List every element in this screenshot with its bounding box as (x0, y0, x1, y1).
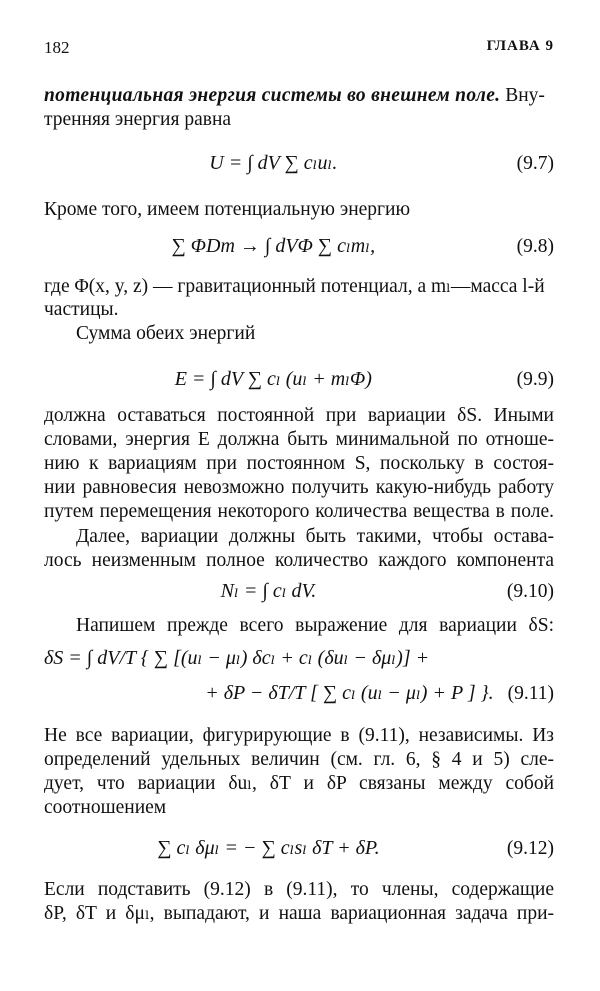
equation-9-9: E = ∫ dV ∑ cₗ (uₗ + mₗΦ) (174, 368, 372, 390)
equation-number: (9.11) (507, 683, 554, 704)
equation-row (44, 233, 554, 258)
text-line: Кроме того, имеем потенциальную энергию (44, 199, 411, 220)
text-line: словами, энергия E должна быть минимальной по отноше- (44, 429, 554, 450)
text-line: Сумма обеих энергий (76, 323, 256, 344)
text-line: Не все вариации, фигурирующие в (9.11), независимы. Из (44, 725, 554, 746)
text-line: частицы. (44, 299, 119, 320)
equation-row (44, 680, 554, 705)
text-line: тренняя энергия равна (44, 109, 232, 130)
text-line: где Φ(x, y, z) — гравитационный потенциал, а mₗ—масса l-й (44, 276, 545, 297)
equation-row (44, 578, 554, 603)
text-line (44, 84, 554, 108)
text-line: Далее, вариации должны быть такими, чтобы остава- (76, 526, 554, 547)
equation-row (44, 835, 554, 860)
italic-phrase: потенциальная энергия системы во внешнем поле. (44, 85, 501, 106)
equation-9-8: ∑ ΦDm → ∫ dVΦ ∑ cₗmₗ, (171, 235, 376, 257)
equation-row (44, 366, 554, 391)
text-line: Если подставить (9.12) в (9.11), то члены, содержащие (44, 879, 554, 900)
equation-9-10: Nₗ = ∫ cₗ dV. (220, 580, 317, 602)
text-line: соотношением (44, 797, 167, 818)
equation-row (44, 150, 554, 175)
page-number: 182 (44, 38, 70, 57)
equation-number: (9.12) (506, 838, 554, 859)
equation-number: (9.8) (516, 236, 554, 257)
chapter-header: ГЛАВА 9 (486, 38, 554, 54)
text-line: лось неизменным полное количество каждого компонента (44, 550, 554, 571)
text-line: дует, что вариации δuₗ, δT и δP связаны между собой (44, 773, 554, 794)
equation-row (44, 645, 554, 670)
equation-9-7: U = ∫ dV ∑ cₗuₗ. (209, 152, 338, 174)
text-line: должна оставаться постоянной при вариации δS. Иными (44, 405, 554, 426)
text-line: нии равновесия невозможно получить какую-нибудь работу (44, 477, 554, 498)
text-span: Вну- (500, 85, 545, 106)
text-line: δP, δT и δμₗ, выпадают, и наша вариационная задача при- (44, 903, 554, 924)
equation-number: (9.9) (516, 369, 554, 390)
text-line: нию к вариациям при постоянном S, поскольку в состоя- (44, 453, 554, 474)
equation-9-12: ∑ cₗ δμₗ = − ∑ cₗsₗ δT + δP. (157, 837, 380, 859)
text-line: путем перемещения некоторого количества вещества в поле. (44, 501, 554, 522)
equation-number: (9.7) (516, 153, 554, 174)
equation-9-11-line1: δS = ∫ dV/T { ∑ [(uₗ − μₗ) δcₗ + cₗ (δuₗ − δμₗ)] + (44, 647, 430, 669)
equation-number: (9.10) (506, 581, 554, 602)
text-line: Напишем прежде всего выражение для вариации δS: (76, 615, 554, 636)
equation-9-11-line2: + δP − δT/T [ ∑ cₗ (uₗ − μₗ) + P ] }. (205, 682, 494, 704)
text-line: определений удельных величин (см. гл. 6, § 4 и 5) сле- (44, 749, 554, 770)
